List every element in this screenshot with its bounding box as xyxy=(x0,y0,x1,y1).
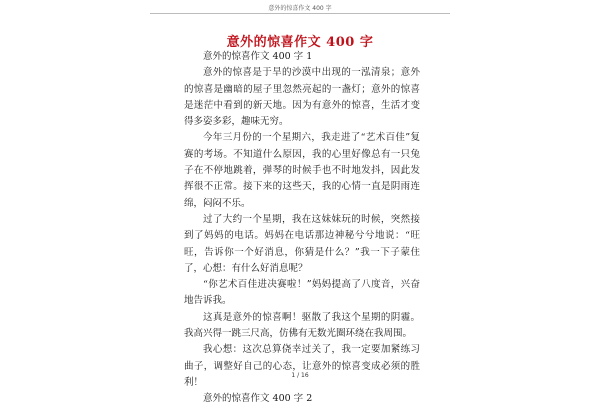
page-indicator: 1 / 16 xyxy=(291,372,309,379)
document-body xyxy=(184,49,420,408)
paragraph: 今年三月份的一个星期六，我走进了“艺术百佳”复赛的考场。不知道什么原因，我的心里好像总有一只兔子在不停地跳着，弹琴的时候手也不时地发抖，因此发挥很不正常。接下来的这些天，我的心情一直是阴雨连绵，闷闷不乐。 xyxy=(184,132,420,209)
paragraph: 这真是意外的惊喜啊！驱散了我这个星期的阴霾。我高兴得一跳三尺高，仿佛有无数光圈环绕在我周围。 xyxy=(184,311,420,340)
header-divider xyxy=(150,13,450,14)
paragraph: “你艺术百佳进决赛啦！”妈妈提高了八度音，兴奋地告诉我。 xyxy=(184,279,420,307)
paragraph: 意外的惊喜是于旱的沙漠中出现的一泓清泉；意外的惊喜是幽暗的屋子里忽然亮起的一盏灯；意外的惊喜是迷茫中看到的新天地。因为有意外的惊喜，生活才变得多姿多彩，趣味无穷。 xyxy=(184,67,420,128)
page-header: 意外的惊喜作文 400 字 xyxy=(268,5,332,12)
section-heading: 意外的惊喜作文 400 字 1 xyxy=(203,51,313,62)
paragraph: 我心想：这次总算侥幸过关了，我一定要加紧练习曲子，调整好自己的心态，让意外的惊喜变成必须的胜利！ xyxy=(184,344,420,388)
document-title: 意外的惊喜作文 400 字 xyxy=(226,35,374,50)
section-heading: 意外的惊喜作文 400 字 2 xyxy=(203,393,313,405)
paragraph: 过了大约一个星期，我在这妹妹玩的时候，突然接到了妈妈的电话。妈妈在电话那边神秘兮兮地说：“旺旺，告诉你一个好消息，你猜是什么？”我一下子蒙住了，心想：有什么好消息呢？ xyxy=(184,213,420,274)
